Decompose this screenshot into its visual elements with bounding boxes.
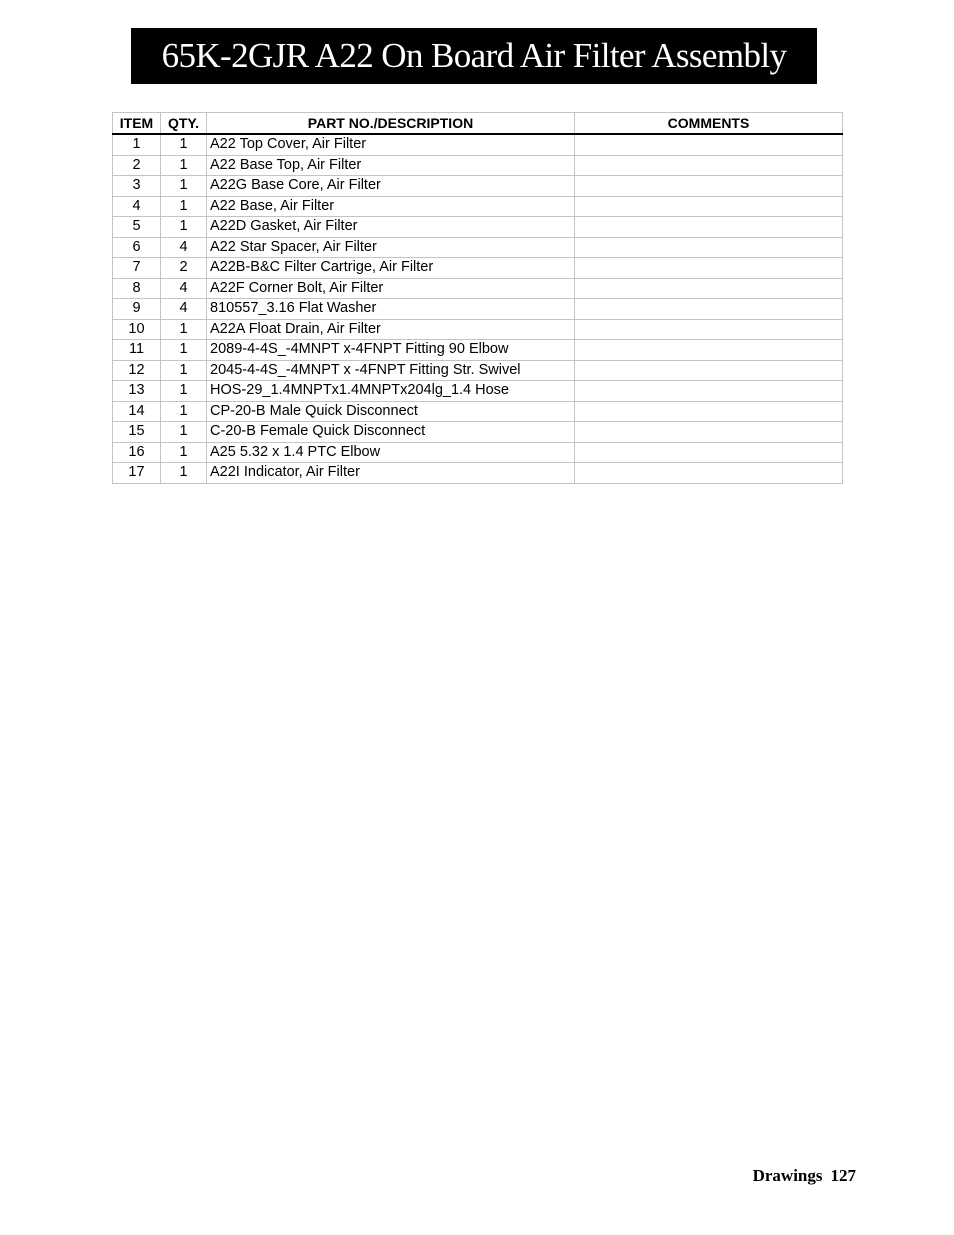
cell-qty: 1	[161, 319, 207, 340]
cell-comments	[575, 381, 843, 402]
cell-item: 4	[113, 196, 161, 217]
cell-comments	[575, 196, 843, 217]
cell-item: 3	[113, 176, 161, 197]
table-row	[113, 217, 843, 238]
cell-qty: 4	[161, 299, 207, 320]
parts-table	[112, 112, 843, 484]
cell-qty: 1	[161, 134, 207, 155]
cell-item: 16	[113, 442, 161, 463]
table-row	[113, 360, 843, 381]
cell-qty: 2	[161, 258, 207, 279]
table-row	[113, 155, 843, 176]
cell-item: 12	[113, 360, 161, 381]
header-row	[113, 113, 843, 135]
cell-qty: 1	[161, 401, 207, 422]
table-row	[113, 442, 843, 463]
cell-comments	[575, 237, 843, 258]
cell-comments	[575, 401, 843, 422]
header-item: ITEM	[113, 113, 161, 135]
footer-section-label: Drawings	[752, 1166, 823, 1185]
cell-qty: 1	[161, 360, 207, 381]
cell-qty: 1	[161, 340, 207, 361]
cell-qty: 1	[161, 196, 207, 217]
cell-description: A22A Float Drain, Air Filter	[207, 319, 575, 340]
cell-comments	[575, 278, 843, 299]
cell-qty: 1	[161, 442, 207, 463]
page-title: 65K-2GJR A22 On Board Air Filter Assembly	[161, 36, 787, 75]
table-row	[113, 422, 843, 443]
cell-description: A22D Gasket, Air Filter	[207, 217, 575, 238]
cell-item: 5	[113, 217, 161, 238]
table-row	[113, 237, 843, 258]
cell-comments	[575, 217, 843, 238]
header-qty: QTY.	[161, 113, 207, 135]
cell-comments	[575, 134, 843, 155]
table-row	[113, 196, 843, 217]
parts-table-header	[113, 113, 843, 135]
table-row	[113, 299, 843, 320]
table-row	[113, 381, 843, 402]
cell-item: 7	[113, 258, 161, 279]
cell-item: 2	[113, 155, 161, 176]
cell-comments	[575, 442, 843, 463]
cell-qty: 1	[161, 155, 207, 176]
header-comments: COMMENTS	[575, 113, 843, 135]
cell-description: A22I Indicator, Air Filter	[207, 463, 575, 484]
cell-item: 14	[113, 401, 161, 422]
cell-description: CP-20-B Male Quick Disconnect	[207, 401, 575, 422]
cell-qty: 1	[161, 463, 207, 484]
cell-description: 2045-4-4S_-4MNPT x -4FNPT Fitting Str. Swivel	[207, 360, 575, 381]
table-row	[113, 176, 843, 197]
table-row	[113, 278, 843, 299]
cell-qty: 4	[161, 278, 207, 299]
cell-item: 11	[113, 340, 161, 361]
table-row	[113, 134, 843, 155]
cell-description: 2089-4-4S_-4MNPT x-4FNPT Fitting 90 Elbow	[207, 340, 575, 361]
cell-qty: 4	[161, 237, 207, 258]
cell-item: 6	[113, 237, 161, 258]
cell-item: 10	[113, 319, 161, 340]
cell-description: A22 Top Cover, Air Filter	[207, 134, 575, 155]
cell-description: C-20-B Female Quick Disconnect	[207, 422, 575, 443]
table-row	[113, 401, 843, 422]
table-row	[113, 340, 843, 361]
cell-qty: 1	[161, 422, 207, 443]
cell-item: 9	[113, 299, 161, 320]
cell-description: 810557_3.16 Flat Washer	[207, 299, 575, 320]
cell-description: A22F Corner Bolt, Air Filter	[207, 278, 575, 299]
cell-comments	[575, 299, 843, 320]
cell-description: A25 5.32 x 1.4 PTC Elbow	[207, 442, 575, 463]
cell-qty: 1	[161, 217, 207, 238]
cell-comments	[575, 340, 843, 361]
cell-comments	[575, 463, 843, 484]
table-row	[113, 319, 843, 340]
cell-comments	[575, 360, 843, 381]
cell-comments	[575, 155, 843, 176]
cell-item: 15	[113, 422, 161, 443]
cell-description: A22B-B&C Filter Cartrige, Air Filter	[207, 258, 575, 279]
cell-item: 17	[113, 463, 161, 484]
cell-item: 1	[113, 134, 161, 155]
footer-page-number: 127	[830, 1166, 856, 1185]
cell-item: 13	[113, 381, 161, 402]
cell-qty: 1	[161, 176, 207, 197]
table-row	[113, 463, 843, 484]
cell-qty: 1	[161, 381, 207, 402]
cell-comments	[575, 258, 843, 279]
cell-description: HOS-29_1.4MNPTx1.4MNPTx204lg_1.4 Hose	[207, 381, 575, 402]
cell-comments	[575, 319, 843, 340]
title-banner	[131, 28, 817, 84]
header-description: PART NO./DESCRIPTION	[207, 113, 575, 135]
cell-item: 8	[113, 278, 161, 299]
table-row	[113, 258, 843, 279]
cell-description: A22 Base Top, Air Filter	[207, 155, 575, 176]
page-footer	[753, 1166, 856, 1186]
cell-description: A22 Star Spacer, Air Filter	[207, 237, 575, 258]
cell-comments	[575, 176, 843, 197]
cell-description: A22G Base Core, Air Filter	[207, 176, 575, 197]
cell-description: A22 Base, Air Filter	[207, 196, 575, 217]
cell-comments	[575, 422, 843, 443]
parts-table-body	[113, 134, 843, 483]
